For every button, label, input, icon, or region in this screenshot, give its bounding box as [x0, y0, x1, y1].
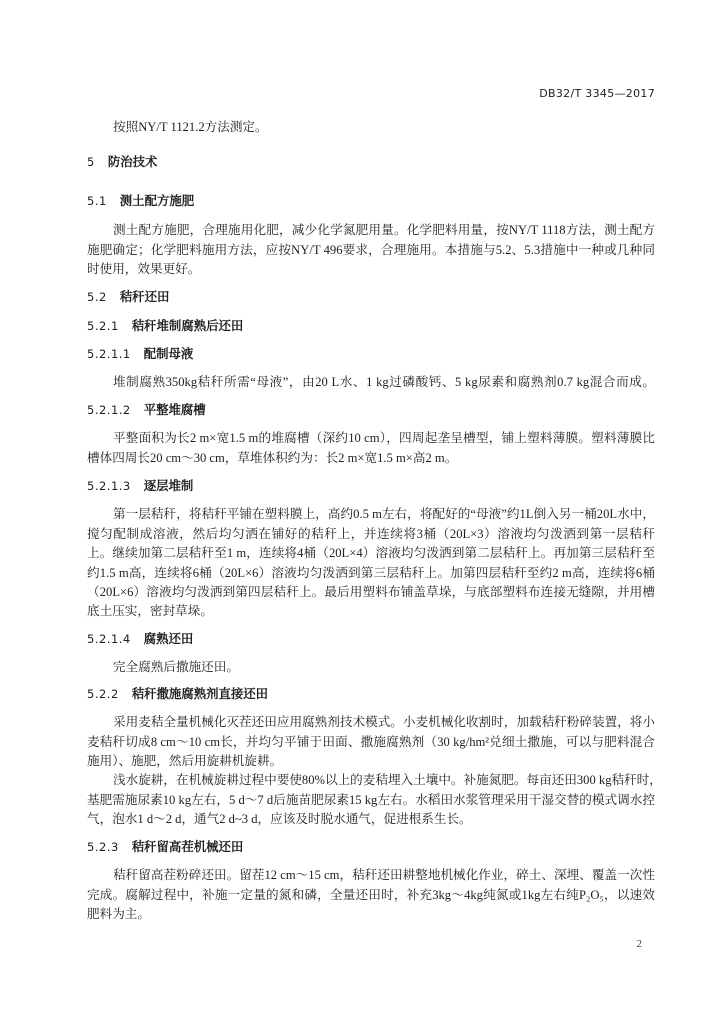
section-heading: [87, 193, 194, 209]
section-number: 5.2: [87, 290, 107, 304]
section-heading: [87, 289, 169, 305]
section-heading: [87, 478, 193, 494]
section-title: 防治技术: [107, 154, 158, 169]
paragraph-line: 槽体四周长20 cm～30 cm，草堆体积约为：长2 m×宽1.5 m×高2 m。: [87, 451, 458, 465]
section-heading: [87, 402, 206, 418]
section-number: 5.2.2: [87, 687, 119, 701]
paragraph-line: 浅水旋耕，在机械旋耕过程中要使80%以上的麦秸埋入土壤中。补施氮肥。每亩还田300 kg秸秆时，: [113, 773, 662, 787]
section-title: 秸秆撒施腐熟剂直接还田: [131, 686, 269, 701]
section-number: 5: [87, 155, 95, 169]
section-number: 5.2.1.1: [87, 347, 131, 361]
section-title: 秸秆留高茬机械还田: [131, 839, 244, 854]
paragraph-line: 底土压实，密封草垛。: [87, 604, 213, 618]
section-title: 逐层堆制: [143, 478, 194, 493]
section-title: 配制母液: [143, 346, 194, 361]
paragraph-line: 平整面积为长2 m×宽1.5 m的堆腐槽（深约10 cm），四周起垄呈槽型，铺上塑料薄膜。塑料薄膜比: [113, 431, 655, 445]
section-number: 5.2.1.3: [87, 479, 131, 493]
section-heading: [87, 631, 193, 647]
paragraph-line: 气，泡水1 d～2 d，通气2 d~3 d，应该及时脱水通气，促进根系生长。: [87, 812, 472, 826]
section-title: 秸秆堆制腐熟后还田: [131, 318, 244, 333]
section-heading: [87, 346, 193, 362]
paragraph-line: 测土配方施肥，合理施用化肥，减少化学氮肥用量。化学肥料用量，按NY/T 1118方法，测土配方: [113, 223, 655, 237]
section-number: 5.1: [87, 194, 107, 208]
section-title: 腐熟还田: [143, 631, 194, 646]
standard-code: DB32/T 3345—2017: [539, 87, 655, 100]
section-heading: [87, 839, 243, 855]
paragraph-line: 肥料为主。: [87, 907, 150, 921]
paragraph-line: 采用麦秸全量机械化灭茬还田应用腐熟剂技术模式。小麦机械化收割时，加载秸秆粉碎装置，将小: [113, 715, 655, 729]
section-heading: [87, 154, 157, 170]
section-number: 5.2.1: [87, 319, 119, 333]
section-number: 5.2.3: [87, 840, 119, 854]
section-number: 5.2.1.4: [87, 632, 131, 646]
section-heading: [87, 686, 268, 702]
paragraph-line: 堆制腐熟350kg秸秆所需“母液”，由20 L水、1 kg过磷酸钙、5 kg尿素和腐熟剂0.7 kg混合而成。: [113, 375, 655, 389]
paragraph-line: 约1.5 m高，连续将6桶（20L×6）溶液均匀泼洒到第三层秸秆上。加第四层秸秆至约2 m高，连续将6桶: [87, 566, 655, 580]
paragraph-line: 上。继续加第二层秸秆至1 m，连续将4桶（20L×4）溶液均匀泼洒到第二层秸秆上。再加第三层秸秆至: [87, 546, 655, 560]
paragraph-line: 完全腐熟后撒施还田。: [113, 660, 239, 674]
paragraph-line: 秸秆留高茬粉碎还田。留茬12 cm～15 cm，秸秆还田耕整地机械化作业，碎土、深埋、覆盖一次性: [113, 868, 655, 882]
section-number: 5.2.1.2: [87, 403, 131, 417]
paragraph-line: 第一层秸秆，将秸秆平铺在塑料膜上，高约0.5 m左右，将配好的“母液”约1L倒入另一桶20L水中，: [113, 507, 655, 521]
paragraph-line: 完成。腐解过程中，补施一定量的氮和磷，全量还田时，补充3kg～4kg纯氮或1kg左右纯P₂O₅，以速效: [87, 888, 655, 902]
paragraph-line: 麦秸秆切成8 cm～10 cm长，并均匀平铺于田面、撒施腐熟剂（30 kg/hm²兑细土撒施，可以与肥料混合: [87, 735, 655, 749]
section-title: 测土配方施肥: [119, 193, 195, 208]
paragraph-line: 施用）、施肥，然后用旋耕机旋耕。: [87, 754, 283, 768]
section-title: 平整堆腐槽: [143, 402, 206, 417]
paragraph-line: 按照NY/T 1121.2方法测定。: [113, 120, 268, 134]
section-title: 秸秆还田: [119, 289, 170, 304]
paragraph-line: 搅匀配制成溶液，然后均匀洒在铺好的秸秆上，并连续将3桶（20L×3）溶液均匀泼洒到第一层秸秆: [87, 527, 655, 541]
paragraph-line: 时使用，效果更好。: [87, 262, 201, 276]
section-heading: [87, 318, 243, 334]
paragraph-line: （20L×6）溶液均匀泼洒到第四层秸秆上。最后用塑料布铺盖草垛，与底部塑料布连接无缝隙，并用槽: [87, 585, 655, 599]
paragraph-line: 施肥确定；化学肥料施用方法，应按NY/T 496要求，合理施用。本措施与5.2、5.3措施中一种或几种同: [87, 243, 655, 257]
paragraph-line: 基肥需施尿素10 kg左右，5 d～7 d后施苗肥尿素15 kg左右。水稻田水浆管理采用干湿交替的模式调水控: [87, 793, 655, 807]
page-number: 2: [636, 938, 642, 950]
